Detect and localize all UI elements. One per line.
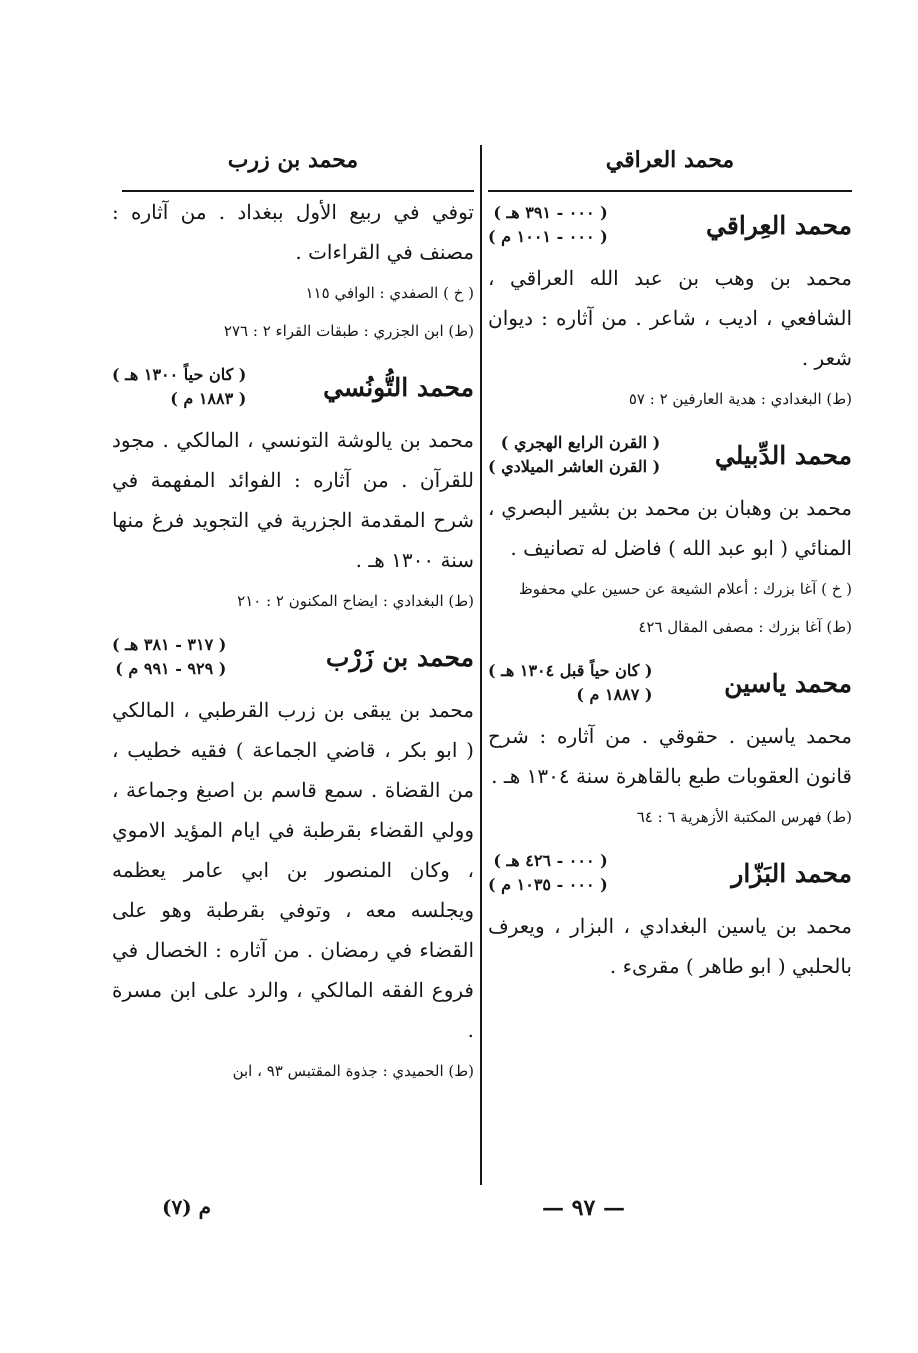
entry-text: محمد ياسين . حقوقي . من آثاره : شرح قانون العقوبات طبع بالقاهرة سنة ١٣٠٤ هـ .: [488, 724, 852, 788]
left-column-title: محمد بن زرب: [227, 147, 359, 173]
right-column: [488, 140, 852, 990]
entry-ibn-zarb: [112, 626, 474, 1086]
date-gregorian: ( ٩٢٩ - ٩٩١ م ): [115, 659, 227, 678]
header-rule-left: [122, 190, 474, 192]
right-column-title: محمد العراقي: [605, 147, 735, 173]
entry-source: (ط) الحميدي : جذوة المقتبس ٩٣ ، ابن: [232, 1062, 474, 1080]
date-gregorian: ( ٠٠٠ - ١٠٣٥ م ): [488, 875, 608, 894]
header-rule-right: [488, 190, 852, 192]
entry-text: محمد بن وهب بن عبد الله العراقي ، الشافعي ، اديب ، شاعر . من آثاره : ديوان شعر .: [488, 266, 852, 370]
entry-head: [112, 626, 474, 688]
entry-source: (ط) البغدادي : ايضاح المكنون ٢ : ٢١٠: [237, 592, 474, 610]
entry-dates: [488, 431, 660, 479]
entry-bazzar: [488, 842, 852, 986]
page-number: — ٩٧ —: [542, 1195, 625, 1221]
entry-head: [488, 194, 852, 256]
entry-head: [488, 424, 852, 486]
date-gregorian: ( ١٨٨٧ م ): [576, 685, 653, 704]
entry-source: ( خ ) آغا بزرك : أعلام الشيعة عن حسين علي محفوظ: [518, 580, 852, 598]
date-hijri: ( كان حياً قبل ١٣٠٤ هـ ): [488, 661, 653, 680]
entry-dates: [112, 633, 226, 681]
entry-head: [488, 842, 852, 904]
entry-text: محمد بن يالوشة التونسي ، المالكي . مجود للقرآن . من آثاره : الفوائد المفهمة في شرح المقدمة الجزرية في التجويد فرغ منها سنة ١٣٠٠ هـ .: [112, 428, 474, 572]
entry-source: (ط) البغدادي : هدية العارفين ٢ : ٥٧: [628, 390, 852, 408]
entry-source: (ط) آغا بزرك : مصفى المقال ٤٢٦: [638, 618, 852, 636]
entry-iraqi: [488, 194, 852, 414]
entry-dibili: [488, 424, 852, 642]
date-hijri: ( ٣١٧ - ٣٨١ هـ ): [112, 635, 227, 654]
entry-text: محمد بن يبقى بن زرب القرطبي ، المالكي ( ابو بكر ، قاضي الجماعة ) فقيه خطيب ، من القضاة . سمع قاسم بن اصبغ وجماعة ، وولي القضاء بقرطبة في ايام المؤيد الاموي ، وكان المنصور بن ابي عامر يعظمه ويجلسه معه ، وتوفي بقرطبة وهو على القضاء في رمضان . من آثاره : الخصال في فروع الفقه المالكي ، والرد على ابن مسرة .: [112, 698, 474, 1042]
entry-source: (ط) فهرس المكتبة الأزهرية ٦ : ٦٤: [636, 808, 852, 826]
entry-yasin: [488, 652, 852, 832]
entry-name: محمد البَزّار: [731, 858, 852, 888]
entry-dates: [112, 363, 246, 411]
signature-mark: م (٧): [162, 1195, 212, 1219]
entry-text: محمد بن ياسين البغدادي ، البزار ، ويعرف بالحلبي ( ابو طاهر ) مقرىء .: [488, 914, 852, 978]
left-column: [112, 140, 474, 1094]
entry-source: ( خ ) الصفدي : الوافي ١١٥: [305, 284, 474, 302]
page-footer: [112, 1195, 852, 1235]
entry-dates: [488, 849, 608, 897]
entry-dates: [488, 659, 653, 707]
entry-name: محمد ياسين: [724, 668, 852, 698]
date-hijri: ( ٠٠٠ - ٣٩١ هـ ): [493, 203, 608, 222]
continuation-text: توفي في ربيع الأول ببغداد . من آثاره : مصنف في القراءات .: [112, 200, 474, 264]
entry-dates: [488, 201, 608, 249]
date-hijri: ( كان حياً ١٣٠٠ هـ ): [112, 365, 247, 384]
date-hijri: ( ٠٠٠ - ٤٢٦ هـ ): [493, 851, 608, 870]
date-gregorian: ( القرن العاشر الميلادي ): [488, 457, 661, 476]
date-gregorian: ( ١٨٨٣ م ): [170, 389, 247, 408]
entry-name: محمد العِراقي: [706, 210, 852, 240]
date-hijri: ( القرن الرابع الهجري ): [500, 433, 661, 452]
entry-text: محمد بن وهبان بن محمد بن بشير البصري ، المنائي ( ابو عبد الله ) فاضل له تصانيف .: [488, 496, 852, 560]
entry-tunisi: [112, 356, 474, 616]
entry-name: محمد الدِّبيلي: [714, 440, 852, 470]
date-gregorian: ( ٠٠٠ - ١٠٠١ م ): [488, 227, 608, 246]
entry-head: [112, 356, 474, 418]
continuation: [112, 192, 474, 346]
entry-name: محمد التُّونُسي: [323, 372, 474, 402]
entry-head: [488, 652, 852, 714]
entry-name: محمد بن زَرْب: [325, 642, 474, 672]
column-divider: [480, 145, 482, 1185]
entry-source: (ط) ابن الجزري : طبقات القراء ٢ : ٢٧٦: [223, 322, 474, 340]
